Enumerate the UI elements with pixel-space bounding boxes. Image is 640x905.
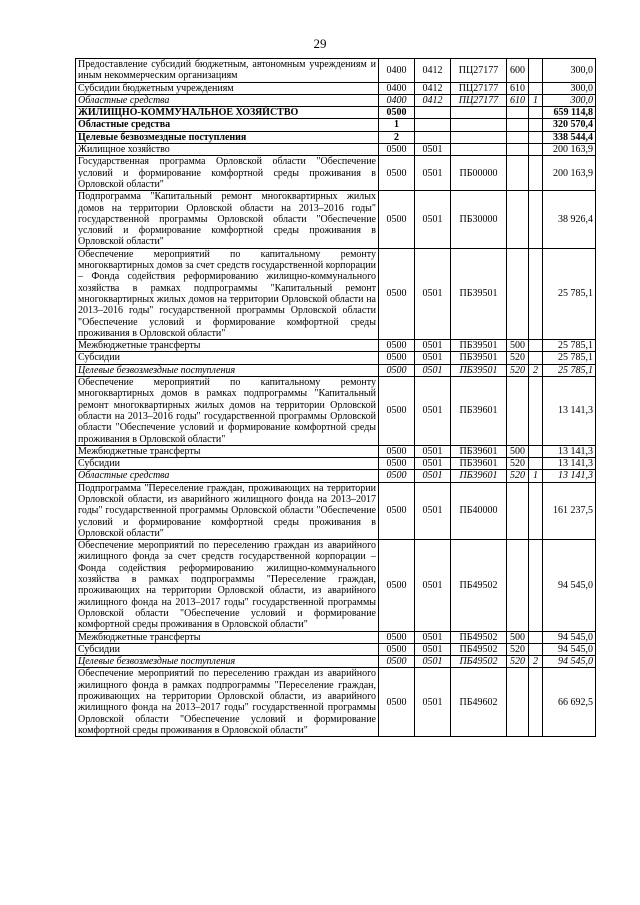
table-row bbox=[76, 656, 596, 668]
section-code-cell: 0500 bbox=[379, 445, 415, 457]
expense-type-cell: 520 bbox=[507, 470, 529, 482]
expense-type-cell bbox=[507, 377, 529, 446]
target-article-cell: ПБ49502 bbox=[451, 631, 507, 643]
funding-source-cell bbox=[529, 340, 543, 352]
section-code-cell: 0500 bbox=[379, 364, 415, 376]
expense-type-cell bbox=[507, 107, 529, 119]
table-row bbox=[76, 94, 596, 106]
subsection-code-cell: 0501 bbox=[415, 191, 451, 248]
amount-cell: 320 570,4 bbox=[543, 119, 596, 131]
section-code-cell: 0500 bbox=[379, 482, 415, 539]
subsection-code-cell bbox=[415, 119, 451, 131]
expense-type-cell bbox=[507, 131, 529, 143]
funding-source-cell bbox=[529, 668, 543, 737]
target-article-cell: ПБ49502 bbox=[451, 540, 507, 631]
name-cell: Обеспечение мероприятий по переселению граждан из аварийного жилищного фонда в рамках подпрограммы "Переселение граждан, проживающих на территории Орловской области, из аварийного жилищного фонда на 2013–2017 годы" государственной программы Орловской области "Обеспечение условий и формирование комфортной среды проживания в Орловской области" bbox=[76, 668, 379, 737]
section-code-cell: 0500 bbox=[379, 377, 415, 446]
expense-type-cell: 520 bbox=[507, 643, 529, 655]
funding-source-cell bbox=[529, 248, 543, 339]
subsection-code-cell: 0501 bbox=[415, 144, 451, 156]
table-row bbox=[76, 119, 596, 131]
name-cell: Подпрограмма "Капитальный ремонт многоквартирных жилых домов на территории Орловской области на 2013–2016 годы" государственной программы Орловской области "Обеспечение условий и формирование комфортной среды проживания в Орловской области" bbox=[76, 191, 379, 248]
name-cell: Межбюджетные трансферты bbox=[76, 445, 379, 457]
target-article-cell: ПБ39501 bbox=[451, 248, 507, 339]
section-code-cell: 0500 bbox=[379, 631, 415, 643]
expense-type-cell: 610 bbox=[507, 82, 529, 94]
target-article-cell: ПБ30000 bbox=[451, 191, 507, 248]
budget-table bbox=[75, 58, 596, 737]
subsection-code-cell: 0501 bbox=[415, 668, 451, 737]
name-cell: Жилищное хозяйство bbox=[76, 144, 379, 156]
subsection-code-cell: 0501 bbox=[415, 631, 451, 643]
table-row bbox=[76, 156, 596, 191]
table-row bbox=[76, 340, 596, 352]
subsection-code-cell: 0501 bbox=[415, 540, 451, 631]
subsection-code-cell: 0501 bbox=[415, 445, 451, 457]
target-article-cell: ПЦ27177 bbox=[451, 82, 507, 94]
target-article-cell: ПБ49502 bbox=[451, 643, 507, 655]
funding-source-cell bbox=[529, 59, 543, 83]
amount-cell: 13 141,3 bbox=[543, 445, 596, 457]
name-cell: Государственная программа Орловской области "Обеспечение условий и формирование комфортной среды проживания в Орловской области" bbox=[76, 156, 379, 191]
amount-cell: 338 544,4 bbox=[543, 131, 596, 143]
page-number: 29 bbox=[313, 36, 327, 51]
section-code-cell: 1 bbox=[379, 119, 415, 131]
target-article-cell: ПБ39601 bbox=[451, 458, 507, 470]
funding-source-cell bbox=[529, 131, 543, 143]
subsection-code-cell bbox=[415, 131, 451, 143]
amount-cell: 94 545,0 bbox=[543, 631, 596, 643]
funding-source-cell bbox=[529, 191, 543, 248]
funding-source-cell: 2 bbox=[529, 364, 543, 376]
table-row bbox=[76, 631, 596, 643]
table-row bbox=[76, 131, 596, 143]
section-code-cell: 0500 bbox=[379, 340, 415, 352]
table-row bbox=[76, 668, 596, 737]
amount-cell: 200 163,9 bbox=[543, 144, 596, 156]
subsection-code-cell: 0501 bbox=[415, 643, 451, 655]
expense-type-cell bbox=[507, 191, 529, 248]
subsection-code-cell: 0501 bbox=[415, 156, 451, 191]
target-article-cell: ПБ39601 bbox=[451, 445, 507, 457]
funding-source-cell bbox=[529, 643, 543, 655]
expense-type-cell: 520 bbox=[507, 458, 529, 470]
funding-source-cell: 1 bbox=[529, 470, 543, 482]
table-row bbox=[76, 107, 596, 119]
name-cell: ЖИЛИЩНО-КОММУНАЛЬНОЕ ХОЗЯЙСТВО bbox=[76, 107, 379, 119]
expense-type-cell: 500 bbox=[507, 445, 529, 457]
target-article-cell bbox=[451, 107, 507, 119]
name-cell: Подпрограмма "Переселение граждан, проживающих на территории Орловской области, из аварийного жилищного фонда на 2013–2017 годы" государственной программы Орловской области "Обеспечение условий и формирование комфортной среды проживания в Орловской области" bbox=[76, 482, 379, 539]
subsection-code-cell: 0501 bbox=[415, 340, 451, 352]
name-cell: Целевые безвозмездные поступления bbox=[76, 656, 379, 668]
table-row bbox=[76, 377, 596, 446]
funding-source-cell: 2 bbox=[529, 656, 543, 668]
name-cell: Межбюджетные трансферты bbox=[76, 631, 379, 643]
funding-source-cell bbox=[529, 82, 543, 94]
target-article-cell: ПБ39601 bbox=[451, 470, 507, 482]
target-article-cell: ПЦ27177 bbox=[451, 94, 507, 106]
target-article-cell: ПБ39501 bbox=[451, 364, 507, 376]
table-row bbox=[76, 191, 596, 248]
section-code-cell: 0500 bbox=[379, 191, 415, 248]
expense-type-cell: 500 bbox=[507, 340, 529, 352]
subsection-code-cell: 0501 bbox=[415, 458, 451, 470]
amount-cell: 161 237,5 bbox=[543, 482, 596, 539]
table-row bbox=[76, 144, 596, 156]
amount-cell: 25 785,1 bbox=[543, 352, 596, 364]
expense-type-cell bbox=[507, 119, 529, 131]
amount-cell: 94 545,0 bbox=[543, 540, 596, 631]
section-code-cell: 0500 bbox=[379, 144, 415, 156]
section-code-cell: 2 bbox=[379, 131, 415, 143]
funding-source-cell bbox=[529, 352, 543, 364]
subsection-code-cell: 0501 bbox=[415, 352, 451, 364]
target-article-cell: ПБ49502 bbox=[451, 656, 507, 668]
name-cell: Обеспечение мероприятий по капитальному ремонту многоквартирных домов за счет средств государственной корпорации – Фонда содействия реформированию жилищно-коммунального хозяйства в рамках подпрограммы "Капитальный ремонт многоквартирных жилых домов на территории Орловской области на 2013–2016 годы" государственной программы Орловской области "Обеспечение условий и формирование комфортной среды проживания в Орловской области" bbox=[76, 248, 379, 339]
amount-cell: 38 926,4 bbox=[543, 191, 596, 248]
table-row bbox=[76, 352, 596, 364]
expense-type-cell: 520 bbox=[507, 656, 529, 668]
expense-type-cell bbox=[507, 482, 529, 539]
name-cell: Субсидии bbox=[76, 643, 379, 655]
target-article-cell: ПБ39501 bbox=[451, 352, 507, 364]
table-row bbox=[76, 540, 596, 631]
subsection-code-cell bbox=[415, 107, 451, 119]
section-code-cell: 0500 bbox=[379, 107, 415, 119]
amount-cell: 13 141,3 bbox=[543, 377, 596, 446]
funding-source-cell bbox=[529, 156, 543, 191]
target-article-cell bbox=[451, 144, 507, 156]
subsection-code-cell: 0501 bbox=[415, 656, 451, 668]
table-body bbox=[76, 59, 596, 737]
section-code-cell: 0500 bbox=[379, 656, 415, 668]
amount-cell: 300,0 bbox=[543, 59, 596, 83]
name-cell: Межбюджетные трансферты bbox=[76, 340, 379, 352]
name-cell: Обеспечение мероприятий по переселению граждан из аварийного жилищного фонда за счет средств государственной корпорации – Фонда содействия реформированию жилищно-коммунального хозяйства в рамках подпрограммы "Переселение граждан, проживающих на территории Орловской области, из аварийного жилищного фонда на 2013–2017 годы" государственной программы Орловской области "Обеспечение условий и формирование комфортной среды проживания в Орловской области" bbox=[76, 540, 379, 631]
funding-source-cell bbox=[529, 540, 543, 631]
amount-cell: 300,0 bbox=[543, 94, 596, 106]
name-cell: Субсидии bbox=[76, 458, 379, 470]
table-row bbox=[76, 59, 596, 83]
target-article-cell: ПБ00000 bbox=[451, 156, 507, 191]
funding-source-cell bbox=[529, 445, 543, 457]
expense-type-cell: 520 bbox=[507, 364, 529, 376]
funding-source-cell bbox=[529, 144, 543, 156]
amount-cell: 66 692,5 bbox=[543, 668, 596, 737]
amount-cell: 200 163,9 bbox=[543, 156, 596, 191]
section-code-cell: 0500 bbox=[379, 540, 415, 631]
subsection-code-cell: 0501 bbox=[415, 470, 451, 482]
amount-cell: 13 141,3 bbox=[543, 470, 596, 482]
section-code-cell: 0400 bbox=[379, 94, 415, 106]
table-row bbox=[76, 643, 596, 655]
section-code-cell: 0500 bbox=[379, 643, 415, 655]
expense-type-cell bbox=[507, 668, 529, 737]
subsection-code-cell: 0501 bbox=[415, 248, 451, 339]
section-code-cell: 0500 bbox=[379, 668, 415, 737]
table-row bbox=[76, 248, 596, 339]
target-article-cell: ПБ40000 bbox=[451, 482, 507, 539]
amount-cell: 25 785,1 bbox=[543, 248, 596, 339]
name-cell: Субсидии бюджетным учреждениям bbox=[76, 82, 379, 94]
expense-type-cell: 600 bbox=[507, 59, 529, 83]
name-cell: Целевые безвозмездные поступления bbox=[76, 131, 379, 143]
table-row bbox=[76, 458, 596, 470]
name-cell: Областные средства bbox=[76, 94, 379, 106]
section-code-cell: 0500 bbox=[379, 352, 415, 364]
name-cell: Областные средства bbox=[76, 470, 379, 482]
funding-source-cell bbox=[529, 119, 543, 131]
name-cell: Обеспечение мероприятий по капитальному ремонту многоквартирных домов в рамках подпрограммы "Капитальный ремонт многоквартирных жилых домов на территории Орловской области на 2013–2016 годы" государственной программы Орловской области "Обеспечение условий и формирование комфортной среды проживания в Орловской области" bbox=[76, 377, 379, 446]
table-row bbox=[76, 470, 596, 482]
target-article-cell: ПЦ27177 bbox=[451, 59, 507, 83]
section-code-cell: 0500 bbox=[379, 156, 415, 191]
amount-cell: 659 114,8 bbox=[543, 107, 596, 119]
amount-cell: 25 785,1 bbox=[543, 340, 596, 352]
subsection-code-cell: 0501 bbox=[415, 364, 451, 376]
funding-source-cell bbox=[529, 107, 543, 119]
section-code-cell: 0400 bbox=[379, 59, 415, 83]
amount-cell: 13 141,3 bbox=[543, 458, 596, 470]
name-cell: Предоставление субсидий бюджетным, автономным учреждениям и иным некоммерческим организациям bbox=[76, 59, 379, 83]
amount-cell: 94 545,0 bbox=[543, 656, 596, 668]
target-article-cell bbox=[451, 131, 507, 143]
target-article-cell: ПБ49602 bbox=[451, 668, 507, 737]
subsection-code-cell: 0412 bbox=[415, 94, 451, 106]
amount-cell: 25 785,1 bbox=[543, 364, 596, 376]
subsection-code-cell: 0501 bbox=[415, 482, 451, 539]
expense-type-cell: 610 bbox=[507, 94, 529, 106]
section-code-cell: 0500 bbox=[379, 458, 415, 470]
table-row bbox=[76, 82, 596, 94]
expense-type-cell: 520 bbox=[507, 352, 529, 364]
target-article-cell: ПБ39501 bbox=[451, 340, 507, 352]
table-row bbox=[76, 482, 596, 539]
subsection-code-cell: 0412 bbox=[415, 82, 451, 94]
name-cell: Областные средства bbox=[76, 119, 379, 131]
section-code-cell: 0400 bbox=[379, 82, 415, 94]
section-code-cell: 0500 bbox=[379, 248, 415, 339]
expense-type-cell: 500 bbox=[507, 631, 529, 643]
expense-type-cell bbox=[507, 540, 529, 631]
funding-source-cell bbox=[529, 631, 543, 643]
expense-type-cell bbox=[507, 156, 529, 191]
funding-source-cell bbox=[529, 377, 543, 446]
target-article-cell: ПБ39601 bbox=[451, 377, 507, 446]
table-row bbox=[76, 364, 596, 376]
funding-source-cell bbox=[529, 458, 543, 470]
table-row bbox=[76, 445, 596, 457]
funding-source-cell: 1 bbox=[529, 94, 543, 106]
amount-cell: 300,0 bbox=[543, 82, 596, 94]
subsection-code-cell: 0501 bbox=[415, 377, 451, 446]
name-cell: Целевые безвозмездные поступления bbox=[76, 364, 379, 376]
expense-type-cell bbox=[507, 248, 529, 339]
funding-source-cell bbox=[529, 482, 543, 539]
subsection-code-cell: 0412 bbox=[415, 59, 451, 83]
amount-cell: 94 545,0 bbox=[543, 643, 596, 655]
target-article-cell bbox=[451, 119, 507, 131]
expense-type-cell bbox=[507, 144, 529, 156]
section-code-cell: 0500 bbox=[379, 470, 415, 482]
name-cell: Субсидии bbox=[76, 352, 379, 364]
